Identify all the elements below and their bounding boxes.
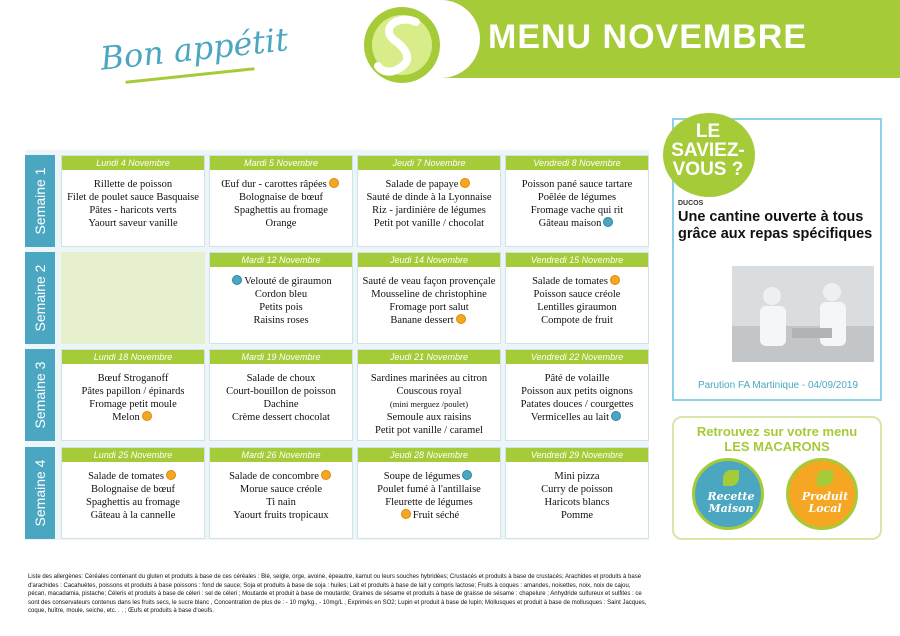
dish-item [358, 191, 500, 204]
dish-item [506, 314, 648, 327]
produit-local-icon [329, 178, 339, 188]
dish-item [358, 483, 500, 496]
week-label [25, 349, 55, 441]
day-header: Vendredi 22 Novembre [506, 350, 648, 364]
dish-name: Sauté de dinde à la Lyonnaise [366, 192, 492, 203]
article-kicker: DUCOS [678, 200, 704, 207]
article-standfirst [678, 246, 878, 266]
produit-local-icon [166, 470, 176, 480]
dish-name: Fromage petit moule [89, 399, 177, 410]
produit-local-icon [321, 470, 331, 480]
dish-list [210, 364, 352, 424]
recette-maison-icon [232, 275, 242, 285]
day-header: Mardi 12 Novembre [210, 253, 352, 267]
produit-local-icon [610, 275, 620, 285]
dish-name: Œuf dur - carottes râpées [221, 179, 327, 190]
dish-name: Spaghettis au fromage [234, 205, 328, 216]
day-cell [209, 252, 353, 344]
dish-name: Mousseline de christophine [371, 289, 487, 300]
day-cell [209, 155, 353, 247]
dish-name: Semoule aux raisins [386, 412, 472, 423]
dish-item [210, 470, 352, 483]
recette-maison-macaron [692, 458, 764, 530]
day-header: Jeudi 21 Novembre [358, 350, 500, 364]
dish-name: Compote de fruit [541, 315, 613, 326]
page-title: MENU NOVEMBRE [488, 18, 808, 56]
dish-name: Melon [112, 412, 140, 423]
dish-item [358, 204, 500, 217]
dish-name: Fromage vache qui rit [530, 205, 624, 216]
dish-item [358, 178, 500, 191]
brand-logo-icon [358, 4, 446, 86]
dish-item [210, 178, 352, 191]
dish-item [210, 191, 352, 204]
dish-name: Yaourt saveur vanille [88, 218, 178, 229]
dish-item [62, 398, 204, 411]
week-label-text: Semaine 1 [32, 167, 48, 235]
dish-item [62, 496, 204, 509]
dish-item [358, 288, 500, 301]
day-cell [61, 155, 205, 247]
dish-item [210, 385, 352, 398]
dish-name: Haricots blancs [544, 497, 610, 508]
produit-local-label: Produit Local [801, 490, 849, 515]
day-cell [209, 447, 353, 539]
dish-item [506, 301, 648, 314]
dish-item [210, 372, 352, 385]
dish-item [62, 204, 204, 217]
dish-name: Sauté de veau façon provençale [362, 276, 496, 287]
dish-item [62, 178, 204, 191]
dish-item [210, 509, 352, 522]
leaf-icon [817, 470, 833, 486]
dish-name: Mini pizza [554, 471, 600, 482]
dish-list [210, 462, 352, 522]
dish-list [358, 364, 500, 437]
dish-item [210, 496, 352, 509]
dish-item [506, 509, 648, 522]
day-header: Lundi 4 Novembre [62, 156, 204, 170]
dish-list [62, 364, 204, 424]
dish-name: Poisson pané sauce tartare [521, 179, 633, 190]
week-label [25, 155, 55, 247]
dish-item [62, 483, 204, 496]
dish-item [210, 398, 352, 411]
day-cell [357, 349, 501, 441]
dish-item [506, 483, 648, 496]
kitchen-photo-icon [732, 266, 874, 362]
dish-item [210, 217, 352, 230]
dish-item [210, 301, 352, 314]
macarons-title-line1: Retrouvez sur votre menu [696, 424, 858, 439]
dish-item [210, 288, 352, 301]
day-cell [357, 252, 501, 344]
leaf-icon [723, 470, 739, 486]
day-header: Mardi 19 Novembre [210, 350, 352, 364]
dish-name: Fromage port salut [389, 302, 469, 313]
produit-local-icon [456, 314, 466, 324]
dish-name: Gâteau à la cannelle [90, 510, 176, 521]
dish-item [506, 288, 648, 301]
dish-name: Couscous royal [396, 386, 462, 397]
dish-name: Bœuf Stroganoff [97, 373, 169, 384]
dish-name: Spaghettis au fromage [86, 497, 180, 508]
dish-item [506, 191, 648, 204]
day-cell [505, 252, 649, 344]
day-cell [505, 447, 649, 539]
dish-name: Poisson aux petits oignons [521, 386, 633, 397]
dish-item [506, 398, 648, 411]
day-header: Lundi 18 Novembre [62, 350, 204, 364]
dish-name: Soupe de légumes [383, 471, 461, 482]
dish-name: Dachine [263, 399, 299, 410]
dish-name: Bolognaise de bœuf [91, 484, 175, 495]
dish-name: Banane dessert [390, 315, 454, 326]
day-cell [357, 447, 501, 539]
dish-item [506, 217, 648, 230]
dish-name: Poisson sauce créole [533, 289, 621, 300]
dish-item [62, 509, 204, 522]
day-header: Vendredi 8 Novembre [506, 156, 648, 170]
dish-name: Pâtes - haricots verts [89, 205, 177, 216]
dish-item [62, 217, 204, 230]
dish-name: Cordon bleu [254, 289, 308, 300]
dish-list [358, 267, 500, 327]
dish-item [358, 314, 500, 327]
recette-maison-icon [611, 411, 621, 421]
dish-name: Vermicelles au lait [530, 412, 610, 423]
dish-name: Petit pot vanille / caramel [375, 425, 483, 436]
dish-item [506, 496, 648, 509]
dish-list [210, 170, 352, 230]
day-cell [61, 349, 205, 441]
dish-item [358, 470, 500, 483]
dish-item [358, 496, 500, 509]
dish-name: Pomme [560, 510, 594, 521]
dish-item [210, 204, 352, 217]
dish-name: Ti nain [266, 497, 296, 508]
allergen-list: Liste des allergènes: Céréales contenant du gluten et produits à base de ces céréales : Blé, seigle, orge, avoine, épeautre, kamut ou leurs souches hybridées; Crustacés et produits à base de crustacés; Arachides et produits à base d'arachides : Cacahuètes, poissons et produits à base poissons : fond de sauce; Soja et produits à base de soja : huiles; Lait et produits à base de lait y compris lactose; Fruits à coques : amandes, noisettes, noix, noix de cajou, pécan, macadamia, pistache; Céleris et produits à base de céleri : sel de céleri ; Moutarde et produit à base de moutarde; Graines de sésame et produits à base de graisse de sésame : chapelure ; Anhydride sulfureux et sulfites : ce sont des conservateurs contenus dans les fruits secs, le sucre blanc , Concentration de plus de : - 10 mg/kg., - 10mg/L , Exprimés en SO2; Lupin et produit à base de lupin; Mollusques et produit à base de mollusques : Saint Jacques, coque, huître, moule, seiche, etc. . . ; Œufs et produits à base d'oeufs. [28, 574, 647, 614]
dish-name: Petits pois [259, 302, 303, 313]
empty-day-cell [61, 252, 205, 344]
dish-item [358, 398, 500, 411]
dish-name: Lentilles giraumon [537, 302, 617, 313]
dish-name: Petit pot vanille / chocolat [373, 218, 485, 229]
produit-local-macaron [786, 458, 858, 530]
dish-name: Curry de poisson [541, 484, 613, 495]
dish-name: Pâté de volaille [544, 373, 610, 384]
dish-item [358, 217, 500, 230]
dish-name: Filet de poulet sauce Basquaise [67, 192, 199, 203]
recette-maison-icon [462, 470, 472, 480]
dish-name: Court-bouillon de poisson [226, 386, 336, 397]
dish-name: Patates douces / courgettes [520, 399, 634, 410]
week-label-text: Semaine 3 [32, 361, 48, 429]
dish-name: Rillette de poisson [93, 179, 173, 190]
day-cell [61, 447, 205, 539]
dish-item [506, 411, 648, 424]
dish-name: Salade de tomates [532, 276, 608, 287]
day-header: Mardi 5 Novembre [210, 156, 352, 170]
day-cell [505, 349, 649, 441]
dish-name: Raisins roses [253, 315, 309, 326]
dish-name: Morue sauce créole [239, 484, 323, 495]
dish-name: Sardines marinées au citron [370, 373, 488, 384]
macarons-title-line2: LES MACARONS [724, 439, 830, 454]
dish-name: Salade de papaye [385, 179, 459, 190]
dish-item [62, 191, 204, 204]
dish-name: Yaourt fruits tropicaux [233, 510, 329, 521]
dish-name: Orange [265, 218, 297, 229]
dish-item [358, 509, 500, 522]
day-cell [357, 155, 501, 247]
dish-item [506, 178, 648, 191]
dish-name: Salade de concombre [229, 471, 319, 482]
dish-name: Gâteau maison [538, 218, 602, 229]
dish-name: Riz - jardinière de légumes [372, 205, 486, 216]
week-label-text: Semaine 4 [32, 459, 48, 527]
bon-appetit-tagline: Bon appétit [98, 20, 290, 78]
dish-name: Salade de choux [246, 373, 316, 384]
day-header: Jeudi 14 Novembre [358, 253, 500, 267]
dish-item [210, 275, 352, 288]
dish-list [506, 267, 648, 327]
dish-item [506, 275, 648, 288]
day-cell [209, 349, 353, 441]
dish-list [62, 170, 204, 230]
day-header: Lundi 25 Novembre [62, 448, 204, 462]
week-label [25, 447, 55, 539]
parution-date: Parution FA Martinique - 04/09/2019 [697, 380, 859, 391]
dish-name: Bolognaise de bœuf [239, 192, 323, 203]
dish-name: Fleurette de légumes [385, 497, 473, 508]
week-label-text: Semaine 2 [32, 264, 48, 332]
week-label [25, 252, 55, 344]
dish-item [62, 385, 204, 398]
dish-item [358, 372, 500, 385]
day-header: Mardi 26 Novembre [210, 448, 352, 462]
dish-item [506, 470, 648, 483]
dish-name: Crème dessert chocolat [232, 412, 330, 423]
dish-name: Pâtes papillon / épinards [81, 386, 185, 397]
day-cell [505, 155, 649, 247]
dish-item [62, 372, 204, 385]
dish-item [210, 411, 352, 424]
dish-item [358, 424, 500, 437]
dish-name: Salade de tomates [88, 471, 164, 482]
recette-maison-icon [603, 217, 613, 227]
saviez-vous-label: LE SAVIEZ-VOUS ? [671, 121, 745, 180]
dish-item [358, 411, 500, 424]
dish-item [210, 314, 352, 327]
dish-item [62, 470, 204, 483]
macarons-title [672, 424, 882, 454]
dish-list [358, 462, 500, 522]
dish-list [506, 170, 648, 230]
dish-name: Poêlée de légumes [537, 192, 617, 203]
recette-maison-label: Recette Maison [707, 490, 755, 515]
dish-name: (mini merguez /poulet) [389, 399, 469, 409]
dish-list [62, 462, 204, 522]
day-header: Jeudi 7 Novembre [358, 156, 500, 170]
day-header: Vendredi 29 Novembre [506, 448, 648, 462]
produit-local-icon [142, 411, 152, 421]
dish-name: Poulet fumé à l'antillaise [377, 484, 481, 495]
produit-local-icon [401, 509, 411, 519]
dish-item [358, 385, 500, 398]
dish-item [358, 275, 500, 288]
article-body [678, 270, 730, 360]
day-header: Jeudi 28 Novembre [358, 448, 500, 462]
dish-list [506, 364, 648, 424]
article-headline: Une cantine ouverte à tous grâce aux repas spécifiques [678, 209, 873, 242]
day-header: Vendredi 15 Novembre [506, 253, 648, 267]
dish-item [210, 483, 352, 496]
dish-name: Velouté de giraumon [244, 276, 332, 287]
dish-item [506, 204, 648, 217]
dish-name: Fruit séché [412, 510, 460, 521]
dish-list [358, 170, 500, 230]
dish-item [506, 385, 648, 398]
dish-item [506, 372, 648, 385]
dish-item [62, 411, 204, 424]
produit-local-icon [460, 178, 470, 188]
dish-list [506, 462, 648, 522]
dish-item [358, 301, 500, 314]
dish-list [210, 267, 352, 327]
